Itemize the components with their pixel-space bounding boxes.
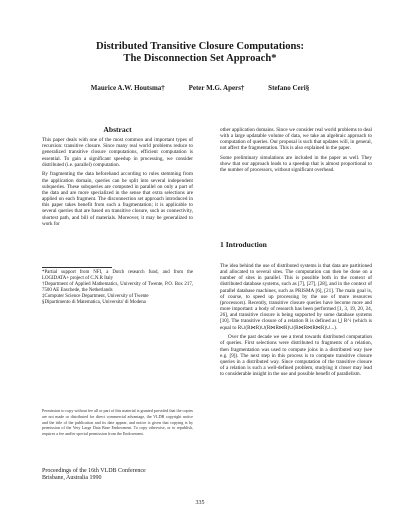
author-2: Peter M.G. Apers†: [188, 84, 245, 92]
footnote-1: *Partial support from NFI, a Dutch research fund, and from the LOGIDATA+ project of C.N.R Italy: [42, 270, 193, 281]
title-line-1: Distributed Transitive Closure Computations:: [95, 41, 305, 52]
author-3: Stefano Ceri§: [268, 84, 310, 92]
proceedings-line-1: Proceedings of the 16th VLDB Conference: [42, 468, 146, 474]
introduction-section: [220, 263, 372, 377]
footnote-3: ‡Computer Science Department, University of Twente: [42, 294, 149, 299]
page-number: 335: [195, 500, 205, 506]
footnotes: [42, 270, 193, 306]
introduction-paragraph-2: Over the past decade we see a trend towards distributed computation of queries. First selections were distributed to fragments of a relation, then fragmentation was used to compute joins in a distributed way (see e.g. [9]). The next step in this process is to compute transitive closure queries in a distributed way. Since computation of the transitive closure of a relation is such a well-defined problem, studying it closer may lead to considerable insight in the use and possible benefit of parallelism.: [220, 334, 372, 378]
abstract-paragraph-2: By fragmenting the data beforehand according to rules stemming from the application domain, queries can be split into several independent subqueries. These subqueries are computed in parallel on only a part of the data and are more specialized in the sense that extra selections are applied on each fragment. The disconnection set approach introduced in this paper takes benefit from such a fragmentation; it is applicable to several queries that are based on transitive closure, such as connectivity, shortest path, and bill of materials. Moreover, it may be generalized to work for: [42, 171, 193, 227]
footnote-rule: [42, 267, 112, 268]
footnote-4: §Dipartimento di Matematica, Universita' di Modena: [42, 300, 146, 305]
title-line-2: The Disconnection Set Approach*: [123, 53, 277, 64]
permission-notice: Permission to copy without fee all or part of this material is granted provided that the copies are not made or distributed for direct commercial advantage, the VLDB copyright notice and the title of the publication and its date appear, and notice is given that copying is by permission of the Very Large Data Base Endowment. To copy otherwise, or to republish, requires a fee and/or special permission from the Endowment.: [42, 408, 193, 437]
abstract-section: [42, 127, 193, 227]
introduction-paragraph-1: The idea behind the use of distributed systems is that data are partitioned and allocated to several sites. The computation can then be done on a number of sites in parallel. This is possible both in the context of distributed database systems, such as [7], [27], [28], and in the context of parallel database machines, such as PRISMA [6], [21]. The main goal is, of course, to speed up processing by the use of more resources (processors). Recently, transitive closure queries have become more and more important: a body of research has been performed [1, 3, 19, 20, 24, 26], and transitive closure is being supported by some database systems [10]. The transitive closure of a relation R is defined as ⋃ R^i (which is equal to R∪(R⋈R)∪(R⋈R⋈R)∪(R⋈R⋈R⋈R)∪...).: [220, 263, 372, 331]
abstract-simulation-paragraph: Some preliminary simulations are included in the paper as well. They show that our approach leads to a speedup that is almost proportional to the number of processors, without significant overhead.: [220, 155, 372, 174]
abstract-heading: Abstract: [103, 125, 132, 134]
abstract-paragraph-1: This paper deals with one of the most common and important types of recursion: transitive closure. Since many real world problems reduce to generalized transitive closure computations, efficient computation is essential. To gain a significant speedup in processing, we consider distributed (i.e. parallel) computation.: [42, 137, 193, 168]
footnote-2: †Department of Applied Mathematics, University of Twente, P.O. Box 217, 7500 AE Enschede, the Netherlands: [42, 282, 193, 293]
proceedings-info: [42, 468, 193, 483]
paper-title: [0, 41, 400, 65]
section-heading-introduction: 1 Introduction: [220, 240, 267, 249]
author-list: [0, 84, 400, 92]
abstract-continuation-paragraph: other application domains. Since we consider real world problems to deal with a large updatable volume of data, we take an algebraic approach to computation of queries. Our proposal is such that updates will, in general, not affect the fragmentation. This is also explained in the paper.: [220, 127, 372, 152]
author-1: Maurice A.W. Houtsma†: [90, 84, 165, 92]
abstract-continuation: [220, 127, 372, 174]
proceedings-line-2: Brisbane, Australia 1990: [42, 475, 102, 482]
